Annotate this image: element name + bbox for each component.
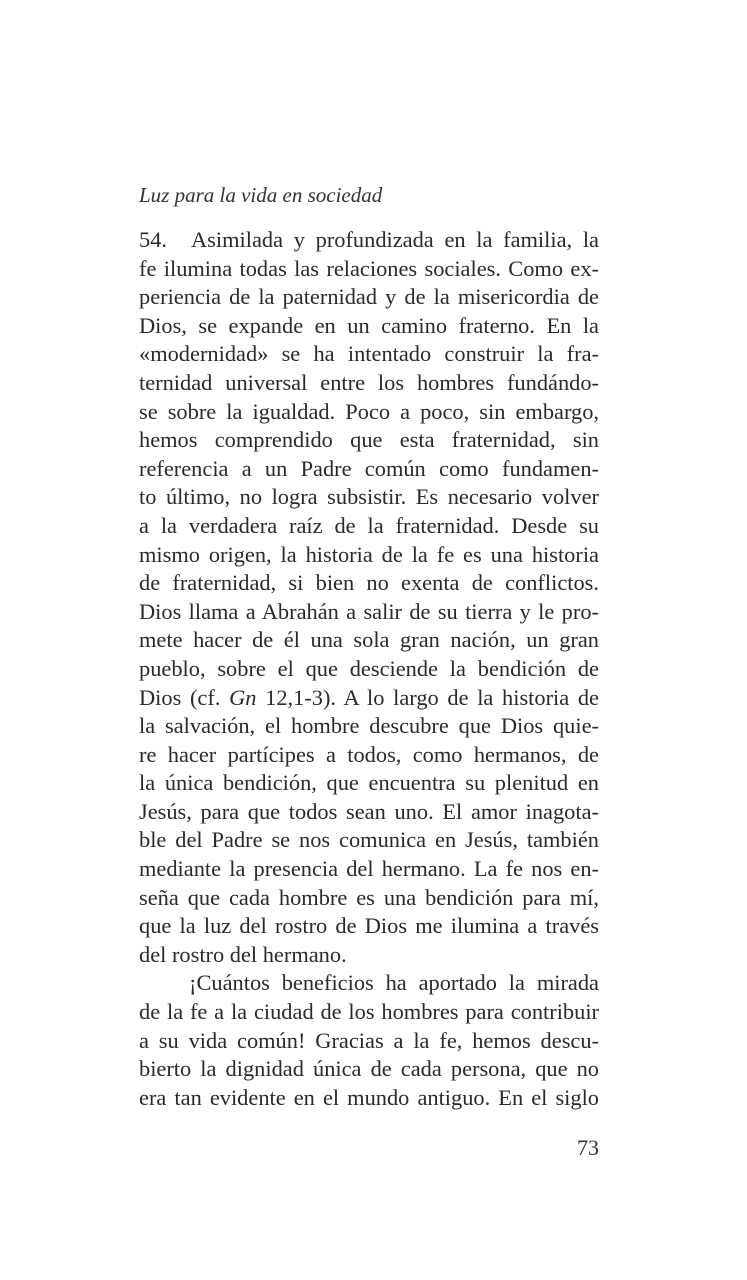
text-line: mete hacer de él una sola gran nación, un gran: [139, 627, 599, 653]
running-head: Luz para la vida en sociedad: [139, 183, 383, 207]
text-line: hemos comprendido que esta fraternidad, sin: [139, 427, 599, 453]
text-line: de la fe a la ciudad de los hombres para contribuir: [139, 999, 599, 1025]
text-line: periencia de la paternidad y de la misericordia de: [139, 284, 599, 310]
page-number: 73: [577, 1135, 599, 1160]
book-abbreviation: Gn: [229, 684, 257, 710]
text-line: ¡Cuántos beneficios ha aportado la mirada: [189, 970, 599, 996]
text-line: a su vida común! Gracias a la fe, hemos descu-: [139, 1027, 599, 1053]
text-line: era tan evidente en el mundo antiguo. En el siglo: [139, 1084, 599, 1110]
text-line: de fraternidad, si bien no exenta de conflictos.: [139, 570, 599, 596]
text-line: referencia a un Padre común como fundamen-: [139, 455, 599, 481]
text-line: mediante la presencia del hermano. La fe nos en-: [139, 856, 599, 882]
text-line: la salvación, el hombre descubre que Dios quie-: [139, 713, 599, 739]
text-line-citation: Dios (cf. Gn 12,1-3). A lo largo de la historia de: [139, 684, 599, 710]
paragraph-number: 54.: [139, 227, 167, 252]
text-line: re hacer partícipes a todos, como hermanos, de: [139, 741, 599, 767]
body-text: [139, 226, 599, 1112]
text-line: Jesús, para que todos sean uno. El amor inagota-: [139, 798, 599, 824]
text-line: to último, no logra subsistir. Es necesario volver: [139, 484, 599, 510]
text-line: Dios, se expande en un camino fraterno. En la: [139, 312, 599, 338]
text-line: pueblo, sobre el que desciende la bendición de: [139, 655, 599, 681]
paragraph-2: [139, 969, 599, 1112]
text-line: a la verdadera raíz de la fraternidad. Desde su: [139, 512, 599, 538]
text-line: mismo origen, la historia de la fe es una historia: [139, 541, 599, 567]
text-line: la única bendición, que encuentra su plenitud en: [139, 770, 599, 796]
text-line: bierto la dignidad única de cada persona, que no: [139, 1056, 599, 1082]
text-line: ble del Padre se nos comunica en Jesús, también: [139, 827, 599, 853]
text-line: ternidad universal entre los hombres fundándo-: [139, 369, 599, 395]
text-line: Dios llama a Abrahán a salir de su tierra y le pro-: [139, 598, 599, 624]
paragraph-54: [139, 226, 599, 969]
text-line: fe ilumina todas las relaciones sociales. Como ex-: [139, 255, 599, 281]
text-line: «modernidad» se ha intentado construir la fra-: [139, 341, 599, 367]
text-line: se sobre la igualdad. Poco a poco, sin embargo,: [139, 398, 599, 424]
text-line: que la luz del rostro de Dios me ilumina a través: [139, 913, 599, 939]
text-line: del rostro del hermano.: [139, 941, 347, 967]
text-line: seña que cada hombre es una bendición para mí,: [139, 884, 599, 910]
book-page: [139, 0, 599, 1280]
text-line: 54. Asimilada y profundizada en la familia, la: [139, 226, 599, 255]
